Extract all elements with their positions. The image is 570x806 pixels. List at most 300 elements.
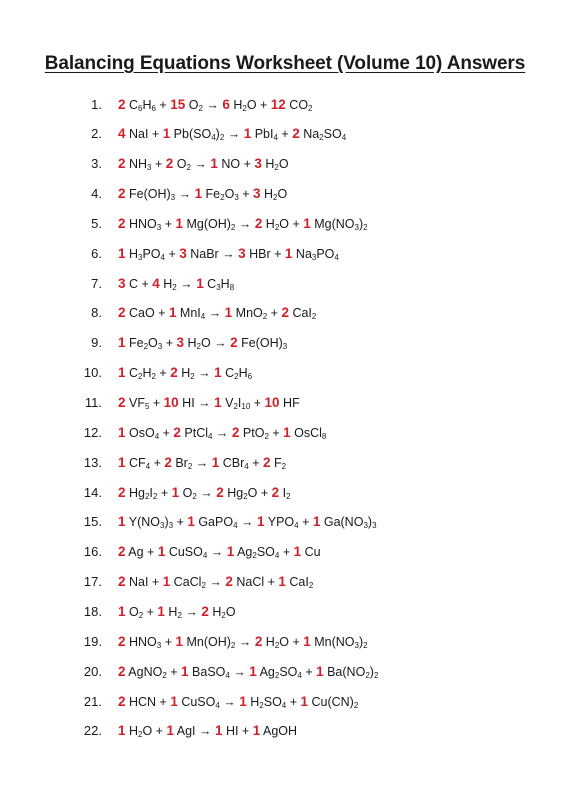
formula-text: CO bbox=[285, 97, 309, 112]
subscript: 10 bbox=[241, 402, 251, 411]
coefficient: 1 bbox=[118, 245, 126, 261]
coefficient: 2 bbox=[254, 215, 263, 231]
subscript: 5 bbox=[144, 402, 150, 411]
formula-text: Fe bbox=[202, 187, 221, 202]
subscript: 3 bbox=[168, 521, 174, 531]
formula-text: Fe(OH) bbox=[125, 187, 171, 202]
subscript: 3 bbox=[363, 521, 368, 531]
coefficient: 2 bbox=[231, 424, 240, 440]
coefficient: 10 bbox=[163, 395, 179, 410]
subscript: 2 bbox=[143, 342, 149, 352]
coefficient: 1 bbox=[196, 275, 204, 291]
coefficient: 4 bbox=[118, 126, 126, 142]
formula-text: YPO bbox=[264, 515, 295, 530]
subscript: 2 bbox=[220, 193, 225, 203]
formula-text: HF bbox=[279, 396, 300, 410]
formula-text: I bbox=[237, 396, 242, 410]
subscript: 2 bbox=[273, 193, 278, 203]
equation-row bbox=[0, 393, 570, 413]
formula-text: → bbox=[207, 545, 227, 560]
subscript: 6 bbox=[138, 103, 143, 113]
equation-number: 4. bbox=[91, 186, 102, 202]
coefficient: 1 bbox=[283, 424, 291, 440]
equation-row bbox=[0, 213, 570, 233]
formula-text: AgI → bbox=[173, 724, 215, 739]
coefficient: 1 bbox=[316, 663, 324, 679]
equation-text bbox=[118, 186, 287, 201]
subscript: 4 bbox=[225, 670, 230, 680]
formula-text: H bbox=[262, 216, 275, 231]
subscript: 4 bbox=[202, 551, 208, 561]
formula-text: ) bbox=[369, 664, 374, 679]
coefficient: 2 bbox=[118, 156, 126, 172]
subscript: 8 bbox=[229, 282, 235, 292]
formula-text: H bbox=[142, 366, 152, 381]
formula-text: O + bbox=[279, 634, 304, 649]
coefficient: 2 bbox=[118, 574, 126, 590]
equation-row bbox=[0, 721, 570, 741]
formula-text: → bbox=[202, 97, 223, 112]
subscript: 4 bbox=[281, 700, 287, 710]
coefficient: 1 bbox=[303, 215, 311, 231]
coefficient: 2 bbox=[118, 484, 126, 500]
equation-row bbox=[0, 482, 570, 502]
coefficient: 2 bbox=[262, 454, 271, 470]
formula-text: → bbox=[219, 694, 240, 709]
subscript: 2 bbox=[151, 372, 156, 382]
coefficient: 2 bbox=[118, 186, 126, 202]
formula-text: + bbox=[301, 664, 317, 679]
coefficient: 1 bbox=[226, 544, 235, 560]
formula-text: → bbox=[176, 276, 197, 291]
coefficient: 1 bbox=[162, 126, 171, 142]
coefficient: 1 bbox=[166, 723, 174, 739]
subscript: 2 bbox=[353, 700, 359, 710]
formula-text: O bbox=[125, 604, 139, 619]
coefficient: 1 bbox=[210, 156, 218, 172]
subscript: 2 bbox=[264, 431, 269, 441]
coefficient: 2 bbox=[118, 544, 126, 560]
subscript: 2 bbox=[286, 491, 291, 501]
formula-text: Fe bbox=[125, 336, 144, 351]
formula-text: + bbox=[162, 336, 177, 351]
equation-row bbox=[0, 512, 570, 532]
formula-text: HCN + bbox=[125, 694, 171, 709]
formula-text: O → bbox=[200, 336, 231, 351]
coefficient: 1 bbox=[252, 723, 261, 739]
formula-text: → bbox=[192, 455, 212, 470]
formula-text: CaI bbox=[288, 306, 312, 321]
subscript: 3 bbox=[311, 252, 317, 262]
formula-text: Na bbox=[299, 127, 320, 142]
subscript: 4 bbox=[341, 133, 347, 143]
subscript: 2 bbox=[274, 163, 279, 173]
equation-number: 5. bbox=[91, 215, 102, 231]
coefficient: 1 bbox=[157, 603, 165, 619]
formula-text: I bbox=[279, 485, 287, 500]
subscript: 4 bbox=[154, 431, 160, 441]
formula-text: O bbox=[278, 157, 289, 172]
coefficient: 2 bbox=[164, 454, 172, 470]
subscript: 2 bbox=[365, 670, 370, 680]
formula-text: + bbox=[161, 216, 176, 231]
formula-text: NH bbox=[125, 157, 148, 172]
subscript: 3 bbox=[156, 222, 162, 232]
formula-text: + bbox=[298, 515, 313, 530]
formula-text: + bbox=[166, 664, 182, 679]
subscript: 2 bbox=[198, 103, 203, 113]
coefficient: 2 bbox=[254, 633, 263, 649]
formula-text: → bbox=[205, 575, 226, 590]
formula-text: ) bbox=[164, 515, 169, 530]
formula-text: Mn(OH) bbox=[182, 634, 231, 649]
subscript: 3 bbox=[354, 640, 359, 650]
formula-text: PO bbox=[316, 246, 335, 261]
subscript: 2 bbox=[221, 610, 226, 620]
formula-text: + bbox=[157, 485, 172, 500]
formula-text: + bbox=[279, 545, 294, 560]
formula-text: + bbox=[238, 187, 254, 202]
formula-text: Mg(OH) bbox=[182, 216, 231, 231]
formula-text: + bbox=[267, 306, 282, 321]
formula-text: H bbox=[208, 604, 222, 619]
coefficient: 1 bbox=[312, 514, 321, 530]
formula-text: Cu(CN) bbox=[308, 694, 354, 709]
subscript: 2 bbox=[233, 402, 238, 411]
formula-text: → bbox=[235, 216, 255, 231]
coefficient: 2 bbox=[118, 305, 126, 321]
equation-text bbox=[118, 634, 368, 649]
equation-row bbox=[0, 94, 570, 114]
coefficient: 2 bbox=[281, 305, 289, 321]
formula-text: → bbox=[194, 366, 215, 381]
equation-text bbox=[118, 694, 358, 709]
formula-text: H bbox=[238, 366, 248, 381]
subscript: 2 bbox=[308, 581, 314, 591]
formula-text: OsO bbox=[125, 425, 155, 440]
coefficient: 2 bbox=[225, 574, 233, 590]
subscript: 3 bbox=[138, 252, 143, 262]
coefficient: 15 bbox=[170, 96, 186, 112]
coefficient: 1 bbox=[293, 544, 302, 560]
coefficient: 1 bbox=[118, 723, 126, 739]
coefficient: 1 bbox=[249, 663, 257, 679]
formula-text: CaCl bbox=[170, 575, 202, 590]
subscript: 3 bbox=[372, 521, 377, 531]
formula-text: Y(NO bbox=[125, 515, 161, 530]
formula-text: SO bbox=[279, 664, 298, 679]
equation-row bbox=[0, 631, 570, 651]
coefficient: 3 bbox=[118, 275, 126, 291]
formula-text: Mg(NO bbox=[310, 216, 355, 231]
coefficient: 1 bbox=[284, 245, 293, 261]
subscript: 2 bbox=[234, 372, 239, 382]
formula-text: O bbox=[179, 485, 193, 500]
coefficient: 1 bbox=[118, 514, 126, 530]
coefficient: 1 bbox=[303, 633, 311, 649]
formula-text: + bbox=[149, 396, 164, 410]
subscript: 2 bbox=[138, 610, 144, 620]
formula-text: H bbox=[229, 97, 243, 112]
subscript: 2 bbox=[230, 222, 236, 232]
equation-row bbox=[0, 452, 570, 472]
formula-text: CF bbox=[125, 455, 146, 470]
subscript: 3 bbox=[216, 282, 221, 292]
equation-text bbox=[118, 276, 234, 291]
coefficient: 2 bbox=[173, 424, 181, 440]
equation-row bbox=[0, 422, 570, 442]
formula-text: Pb(SO bbox=[170, 127, 212, 142]
coefficient: 3 bbox=[238, 245, 246, 261]
equation-number: 8. bbox=[91, 305, 102, 321]
subscript: 2 bbox=[373, 670, 379, 680]
equation-text bbox=[118, 216, 368, 231]
formula-text: O bbox=[224, 187, 235, 202]
coefficient: 1 bbox=[187, 514, 195, 530]
formula-text: NaI + bbox=[125, 127, 163, 142]
coefficient: 2 bbox=[118, 663, 126, 679]
formula-text: O + bbox=[246, 97, 271, 112]
coefficient: 2 bbox=[118, 693, 126, 709]
formula-text: PtCl bbox=[180, 425, 208, 440]
subscript: 2 bbox=[187, 461, 193, 471]
coefficient: 1 bbox=[170, 693, 178, 709]
formula-text: → bbox=[190, 157, 211, 172]
formula-text: + bbox=[150, 455, 165, 470]
equation-row bbox=[0, 363, 570, 383]
formula-text: ) bbox=[358, 634, 364, 649]
formula-text: Br bbox=[171, 455, 188, 470]
coefficient: 3 bbox=[253, 186, 261, 202]
subscript: 2 bbox=[201, 581, 206, 591]
formula-text: Mn(NO bbox=[310, 634, 355, 649]
equation-row bbox=[0, 243, 570, 263]
subscript: 4 bbox=[160, 252, 165, 262]
equation-number: 6. bbox=[91, 245, 102, 261]
formula-text: + bbox=[143, 604, 158, 619]
formula-text: ) bbox=[358, 216, 364, 231]
formula-text: + bbox=[155, 366, 171, 381]
equation-number: 3. bbox=[91, 156, 102, 172]
subscript: 2 bbox=[308, 103, 313, 113]
equation-number: 16. bbox=[83, 544, 102, 560]
formula-text: SO bbox=[323, 127, 342, 142]
formula-text: + bbox=[277, 127, 293, 142]
equation-number: 10. bbox=[83, 365, 102, 381]
coefficient: 1 bbox=[224, 305, 233, 321]
subscript: 2 bbox=[242, 103, 247, 113]
subscript: 2 bbox=[219, 133, 225, 143]
formula-text: + bbox=[250, 396, 265, 410]
formula-text: O bbox=[225, 604, 236, 619]
formula-text: ) bbox=[367, 515, 373, 530]
equation-text bbox=[118, 455, 286, 470]
subscript: 6 bbox=[151, 103, 156, 113]
formula-text: → bbox=[196, 485, 217, 500]
coefficient: 1 bbox=[211, 454, 220, 470]
equation-text bbox=[118, 365, 252, 380]
subscript: 2 bbox=[274, 640, 280, 650]
formula-text: H bbox=[260, 187, 274, 202]
formula-text: MnO bbox=[232, 306, 263, 321]
equation-number: 2. bbox=[91, 126, 102, 142]
subscript: 2 bbox=[192, 491, 197, 501]
equation-number: 7. bbox=[91, 275, 102, 291]
formula-text: H bbox=[183, 336, 197, 351]
coefficient: 2 bbox=[170, 365, 178, 381]
equation-row bbox=[0, 273, 570, 293]
formula-text: PtO bbox=[239, 425, 265, 440]
formula-text: C bbox=[221, 366, 235, 381]
equation-text bbox=[118, 723, 297, 738]
coefficient: 4 bbox=[152, 275, 160, 291]
equation-row bbox=[0, 601, 570, 621]
subscript: 4 bbox=[200, 312, 206, 322]
equation-number: 1. bbox=[91, 96, 102, 112]
equation-row bbox=[0, 124, 570, 144]
equation-number: 22. bbox=[83, 723, 102, 739]
formula-text: → bbox=[235, 634, 255, 649]
formula-text: AgOH bbox=[260, 724, 298, 739]
subscript: 2 bbox=[274, 670, 280, 680]
formula-text: C bbox=[125, 366, 139, 381]
equation-text bbox=[118, 664, 378, 679]
coefficient: 3 bbox=[254, 156, 262, 172]
equation-number: 13. bbox=[83, 454, 102, 470]
equation-text bbox=[118, 156, 289, 171]
formula-text: + bbox=[159, 425, 174, 440]
formula-text: V bbox=[221, 396, 234, 410]
formula-text: Ag bbox=[256, 664, 275, 679]
equation-text bbox=[118, 425, 326, 440]
equation-number: 15. bbox=[83, 514, 102, 530]
coefficient: 1 bbox=[214, 365, 222, 381]
coefficient: 6 bbox=[222, 96, 230, 112]
subscript: 2 bbox=[319, 133, 324, 143]
formula-text: I bbox=[149, 485, 153, 500]
formula-text: H bbox=[261, 157, 275, 172]
formula-text: + bbox=[164, 246, 180, 261]
formula-text: Hg bbox=[223, 485, 244, 500]
formula-text: HI → bbox=[178, 396, 215, 410]
equation-number: 11. bbox=[84, 395, 102, 410]
subscript: 2 bbox=[281, 461, 287, 471]
formula-text: O bbox=[173, 157, 187, 172]
subscript: 4 bbox=[208, 431, 213, 441]
formula-text: H bbox=[220, 276, 230, 291]
formula-text: F bbox=[270, 455, 282, 470]
formula-text: → bbox=[237, 515, 257, 530]
subscript: 2 bbox=[363, 640, 368, 650]
coefficient: 2 bbox=[230, 335, 238, 351]
page-title: Balancing Equations Worksheet (Volume 10) Answers bbox=[44, 53, 526, 74]
formula-text: → bbox=[175, 187, 195, 202]
formula-text: PO bbox=[142, 246, 161, 261]
subscript: 4 bbox=[274, 551, 280, 561]
formula-text: + bbox=[248, 455, 263, 470]
subscript: 2 bbox=[138, 372, 143, 382]
subscript: 2 bbox=[311, 312, 317, 322]
formula-text: C bbox=[125, 97, 139, 112]
formula-text: O + bbox=[279, 216, 304, 231]
subscript: 3 bbox=[160, 521, 165, 531]
formula-text: + bbox=[151, 157, 166, 172]
subscript: 4 bbox=[145, 461, 151, 471]
equation-number: 9. bbox=[91, 335, 102, 351]
equation-number: 21. bbox=[83, 693, 102, 709]
coefficient: 1 bbox=[118, 365, 126, 381]
formula-text: Fe(OH) bbox=[237, 336, 283, 351]
equation-row bbox=[0, 542, 570, 562]
formula-text: H bbox=[262, 634, 275, 649]
equation-number: 14. bbox=[83, 484, 102, 500]
equation-number: 19. bbox=[83, 633, 102, 649]
formula-text: Ga(NO bbox=[320, 515, 364, 530]
equation-text bbox=[118, 485, 291, 500]
subscript: 3 bbox=[147, 163, 152, 173]
subscript: 2 bbox=[274, 222, 280, 232]
subscript: 3 bbox=[170, 193, 176, 203]
formula-text: H bbox=[164, 604, 178, 619]
formula-text: C bbox=[203, 276, 217, 291]
coefficient: 3 bbox=[176, 335, 184, 351]
equation-row bbox=[0, 572, 570, 592]
subscript: 4 bbox=[334, 252, 339, 262]
equation-text bbox=[118, 305, 316, 320]
formula-text: SO bbox=[263, 694, 282, 709]
equation-row bbox=[0, 184, 570, 204]
formula-text: H bbox=[125, 724, 139, 739]
coefficient: 2 bbox=[271, 484, 280, 500]
subscript: 2 bbox=[152, 491, 158, 501]
formula-text: + bbox=[268, 425, 284, 440]
formula-text: O + bbox=[142, 724, 167, 739]
formula-text: ) bbox=[215, 127, 220, 142]
subscript: 3 bbox=[234, 193, 239, 203]
formula-text: NO + bbox=[217, 157, 255, 172]
formula-text: + bbox=[173, 515, 188, 530]
formula-text: + bbox=[161, 634, 176, 649]
formula-text: H bbox=[142, 97, 152, 112]
coefficient: 1 bbox=[175, 215, 183, 231]
formula-text: CBr bbox=[219, 455, 245, 470]
formula-text: Ag bbox=[234, 545, 253, 560]
equation-text bbox=[118, 395, 300, 410]
equation-text bbox=[118, 97, 313, 112]
formula-text: NaBr → bbox=[186, 246, 239, 261]
formula-text: GaPO bbox=[194, 515, 234, 530]
coefficient: 1 bbox=[300, 693, 309, 709]
formula-text: Na bbox=[292, 246, 312, 261]
coefficient: 1 bbox=[181, 663, 189, 679]
formula-text: Ag + bbox=[125, 545, 158, 560]
coefficient: 1 bbox=[171, 484, 180, 500]
subscript: 4 bbox=[273, 133, 278, 143]
subscript: 3 bbox=[156, 640, 162, 650]
subscript: 4 bbox=[233, 521, 238, 531]
equation-row bbox=[0, 661, 570, 681]
subscript: 2 bbox=[262, 312, 268, 322]
coefficient: 1 bbox=[239, 693, 247, 709]
coefficient: 1 bbox=[214, 723, 223, 739]
formula-text: CuSO bbox=[165, 545, 203, 560]
coefficient: 3 bbox=[179, 245, 187, 261]
equation-row bbox=[0, 303, 570, 323]
formula-text: O bbox=[185, 97, 199, 112]
subscript: 3 bbox=[282, 342, 288, 352]
coefficient: 2 bbox=[165, 156, 174, 172]
formula-text: HI + bbox=[222, 724, 253, 739]
